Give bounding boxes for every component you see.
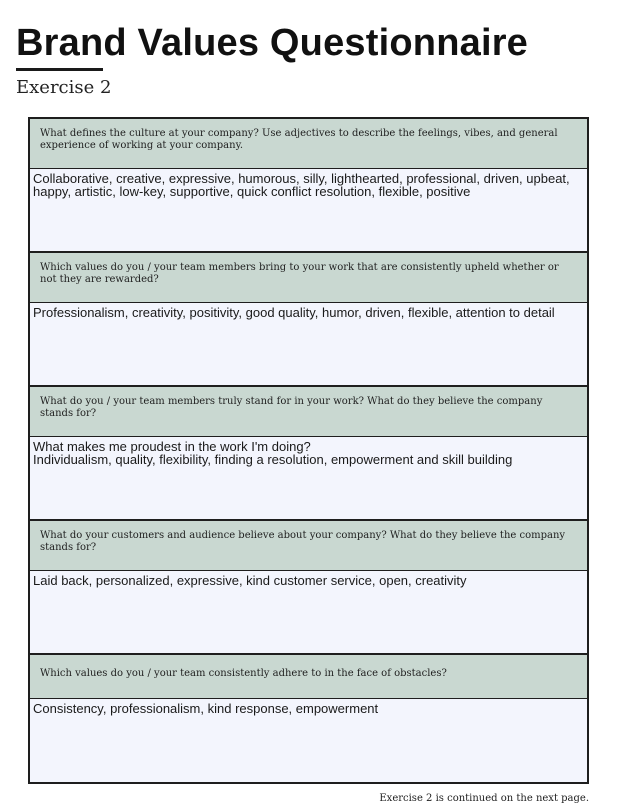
questionnaire-form [28,117,589,784]
question-4-prompt: What do your customers and audience believe about your company? What do they believe the company stands for? [30,521,587,571]
question-2-prompt: Which values do you / your team members bring to your work that are consistently upheld whether or not they are rewarded? [30,253,587,303]
question-1-prompt: What defines the culture at your company? Use adjectives to describe the feelings, vibes, and general experience of working at your company. [30,119,587,169]
answer-2-field[interactable]: Professionalism, creativity, positivity, good quality, humor, driven, flexible, attention to detail [30,303,587,387]
question-5-prompt: Which values do you / your team consistently adhere to in the face of obstacles? [30,655,587,699]
answer-1-field[interactable]: Collaborative, creative, expressive, humorous, silly, lighthearted, professional, driven, upbeat, happy, artistic, low-key, supportive, quick conflict resolution, flexible, positive [30,169,587,253]
page-title: Brand Values Questionnaire [16,22,529,64]
answer-3-field[interactable]: What makes me proudest in the work I'm doing? Individualism, quality, flexibility, finding a resolution, empowerment and skill building [30,437,587,521]
answer-4-field[interactable]: Laid back, personalized, expressive, kind customer service, open, creativity [30,571,587,655]
question-3-prompt: What do you / your team members truly stand for in your work? What do they believe the company stands for? [30,387,587,437]
exercise-subtitle: Exercise 2 [16,77,112,98]
answer-5-field[interactable]: Consistency, professionalism, kind response, empowerment [30,699,587,782]
continuation-note: Exercise 2 is continued on the next page. [379,793,589,804]
title-underline [16,68,103,71]
